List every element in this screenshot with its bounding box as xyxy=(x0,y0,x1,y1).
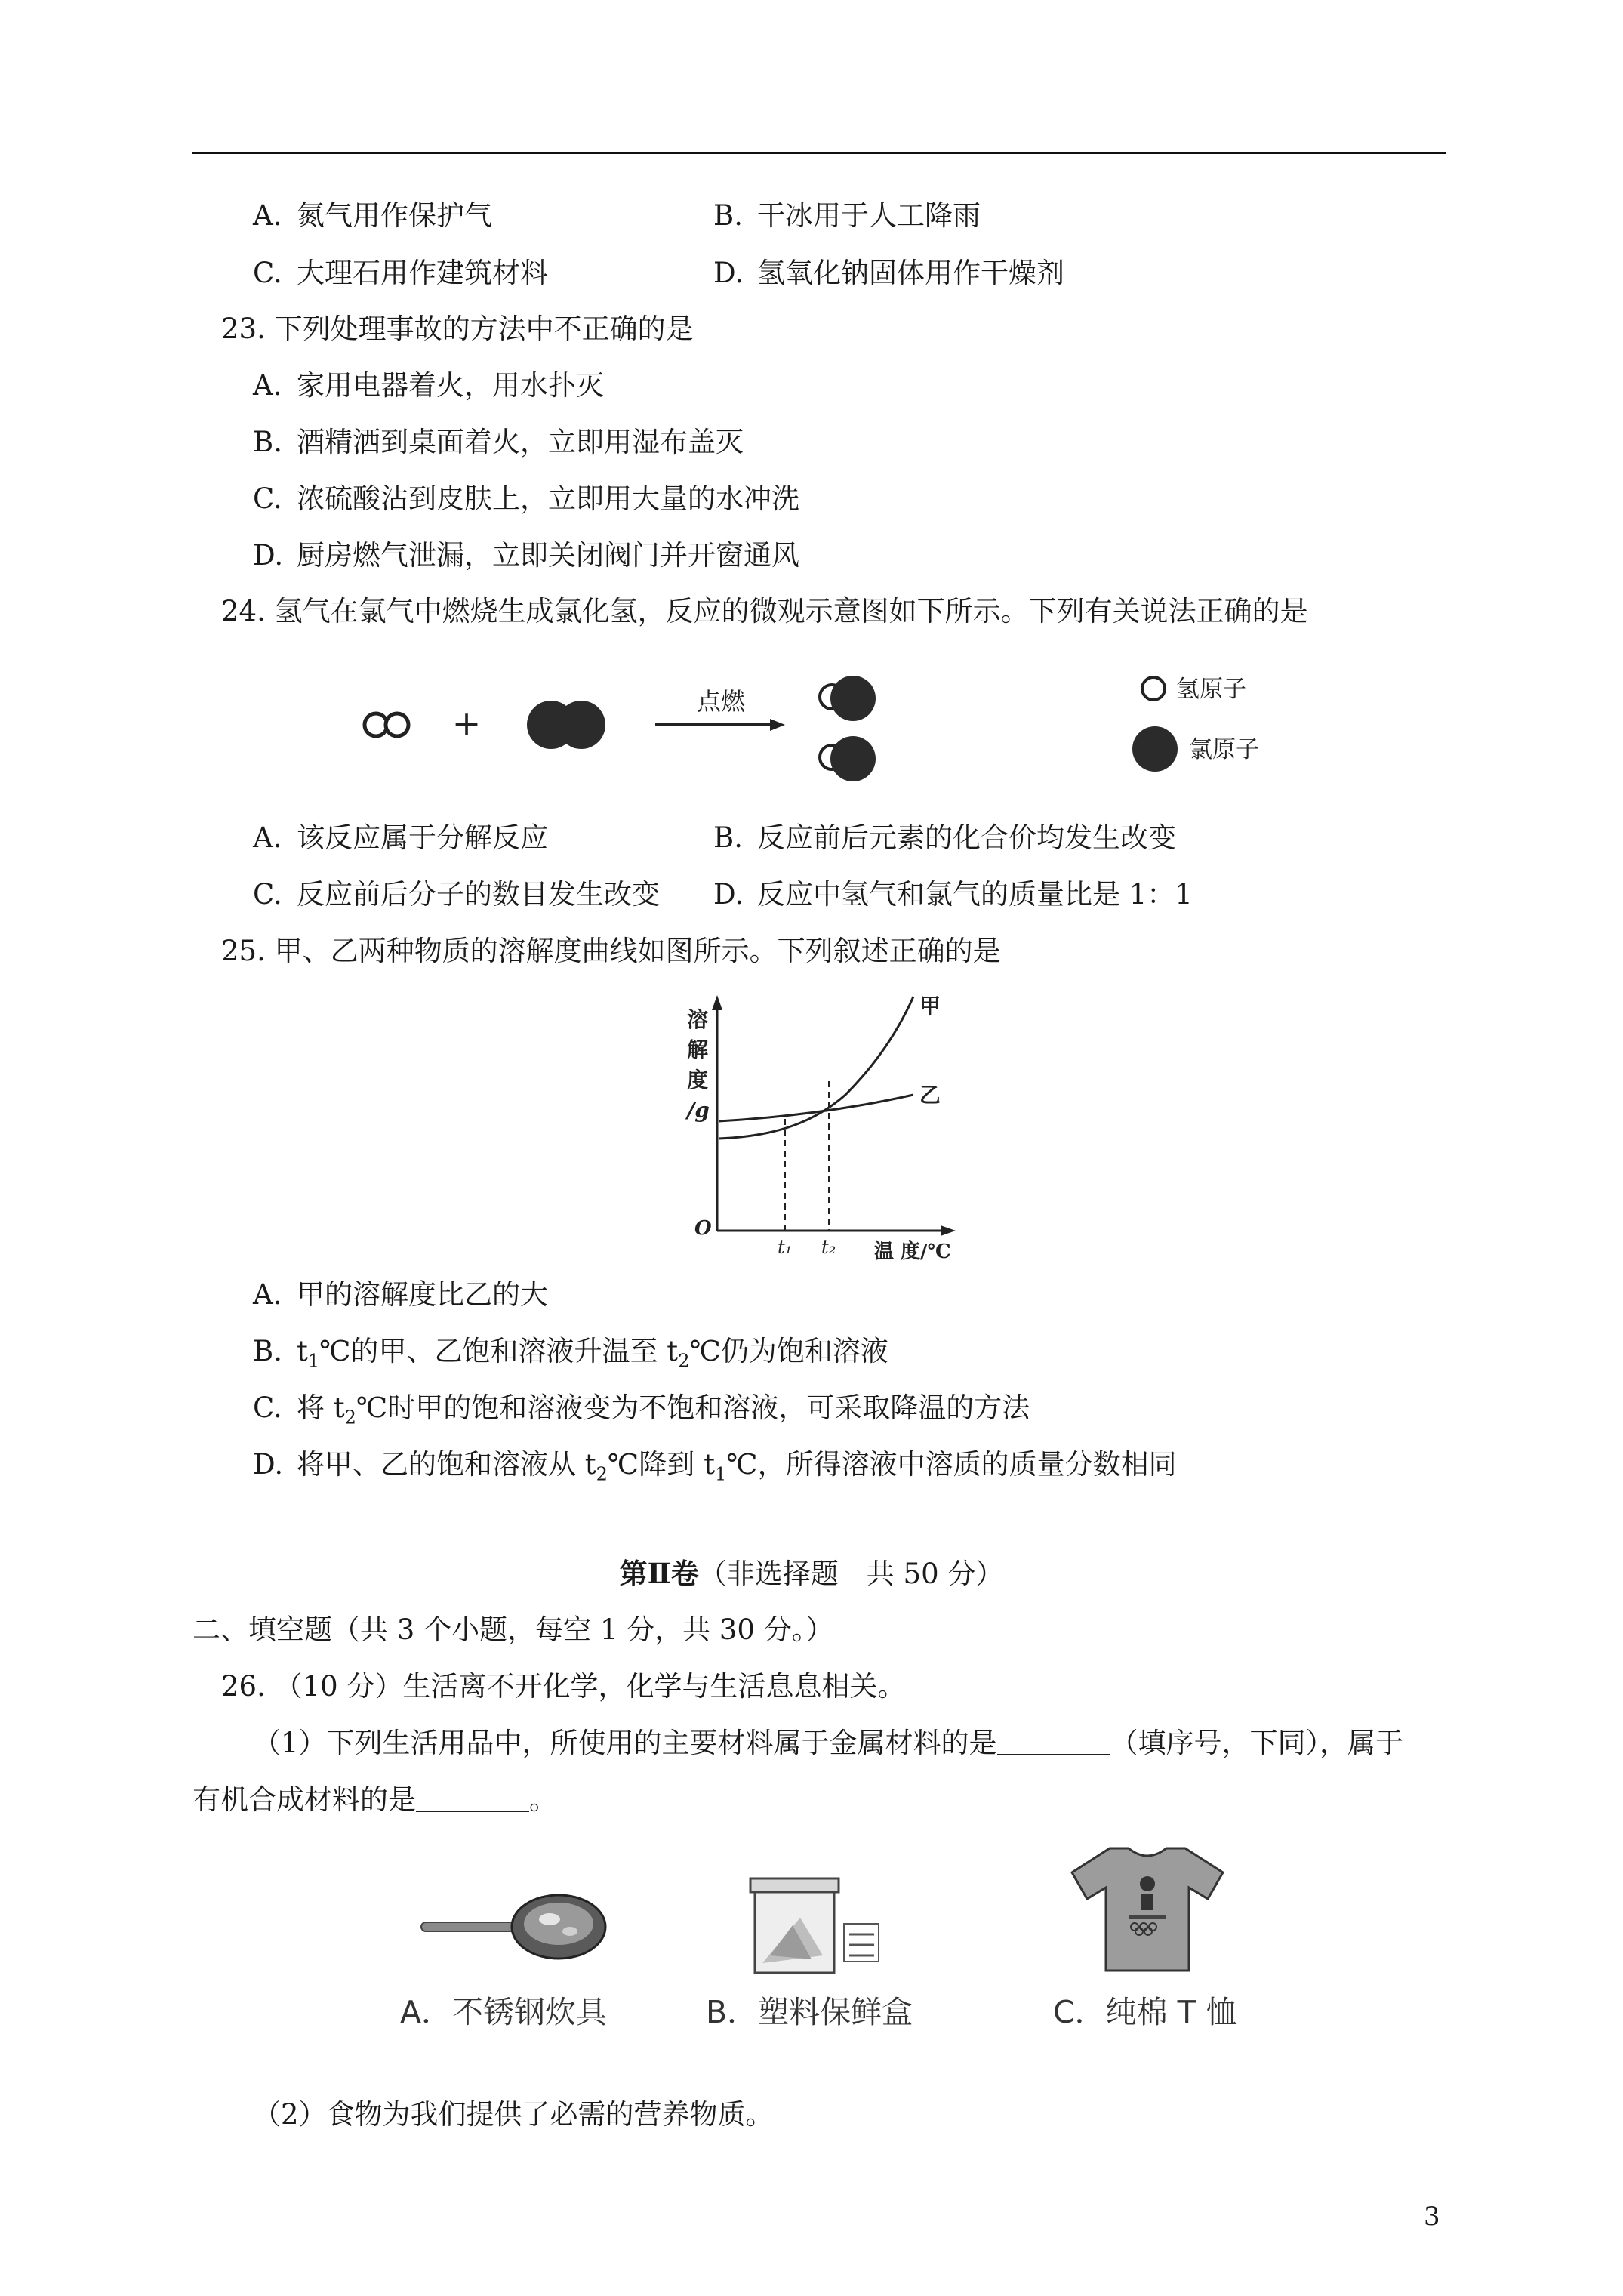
y-axis-arrow xyxy=(712,995,722,1010)
q24-option-c: C. 反应前后分子的数目发生改变 xyxy=(253,878,660,911)
q25-option-d: D. 将甲、乙的饱和溶液从 $t_2℃$降到 $t_1℃$，所得溶液中溶质的质量分数相同 xyxy=(253,1448,1177,1485)
q22-option-d: D. 氢氧化钠固体用作干燥剂 xyxy=(713,257,1064,289)
q26-sub1-line2: 有机合成材料的是 。 xyxy=(192,1783,557,1816)
hydrogen-molecule xyxy=(365,713,408,736)
q25-option-c: C. 将 $t_2℃$时甲的饱和溶液变为不饱和溶液，可采取降温的方法 xyxy=(253,1391,1030,1428)
stainless-cookware-image xyxy=(415,1888,611,1971)
hcl-molecule-bottom xyxy=(820,736,876,781)
answer-blank-2 xyxy=(416,1785,529,1812)
solubility-graph xyxy=(664,989,966,1263)
cotton-tshirt-image xyxy=(1068,1842,1227,1974)
hcl-molecule-top xyxy=(820,676,876,721)
q24-option-b: B. 反应前后元素的化合价均发生改变 xyxy=(713,821,1176,854)
y-label-4: /g xyxy=(687,1098,710,1123)
q26-sub1-line1: （1）下列生活用品中，所使用的主要材料属于金属材料的是 （填序号，下同），属于 xyxy=(253,1727,1404,1759)
q24-option-d: D. 反应中氢气和氯气的质量比是 1：1 xyxy=(713,878,1193,911)
q24-option-a: A. 该反应属于分解反应 xyxy=(253,821,548,854)
q26-sub2: （2）食物为我们提供了必需的营养物质。 xyxy=(253,2098,774,2131)
q23-option-a: A. 家用电器着火，用水扑灭 xyxy=(253,369,604,402)
reaction-arrow-head xyxy=(770,719,785,731)
y-label-2: 解 xyxy=(687,1037,709,1062)
section-title: 第Ⅱ卷（非选择题 共 50 分） xyxy=(619,1557,1004,1590)
q23-option-b: B. 酒精洒到桌面着火，立即用湿布盖灭 xyxy=(253,426,744,458)
q24-stem: 24. 氢气在氯气中燃烧生成氯化氢，反应的微观示意图如下所示。下列有关说法正确的是 xyxy=(221,595,1308,627)
series-yi-curve xyxy=(719,1095,913,1121)
q23-option-c: C. 浓硫酸沾到皮肤上，立即用大量的水冲洗 xyxy=(253,482,799,515)
q23-option-d: D. 厨房燃气泄漏，立即关闭阀门并开窗通风 xyxy=(253,539,799,572)
q22-option-c: C. 大理石用作建筑材料 xyxy=(253,257,548,289)
t2-label: t₂ xyxy=(821,1237,836,1258)
q25-option-b: B. $t_1℃$的甲、乙饱和溶液升温至 $t_2℃$仍为饱和溶液 xyxy=(253,1335,888,1372)
legend-chlorine-label: 氯原子 xyxy=(1189,736,1259,763)
answer-blank-1 xyxy=(997,1728,1110,1755)
q25-option-a: A. 甲的溶解度比乙的大 xyxy=(253,1278,548,1311)
legend-hydrogen-label: 氢原子 xyxy=(1176,676,1246,703)
x-axis-arrow xyxy=(941,1225,956,1236)
item-label-c: C．纯棉 T 恤 xyxy=(1053,1994,1237,2030)
y-label-1: 溶 xyxy=(687,1007,709,1032)
item-label-b: B．塑料保鲜盒 xyxy=(706,1994,913,2030)
t1-label: t₁ xyxy=(778,1237,793,1258)
series-yi-label: 乙 xyxy=(919,1083,941,1108)
series-jia-curve xyxy=(719,997,913,1139)
chlorine-molecule xyxy=(527,701,605,749)
legend-hydrogen-icon xyxy=(1142,677,1165,700)
plastic-container-image xyxy=(747,1872,891,1986)
q22-option-b: B. 干冰用于人工降雨 xyxy=(713,199,981,232)
y-label-3: 度 xyxy=(687,1068,709,1093)
page-number: 3 xyxy=(1424,2202,1440,2232)
origin-label: O xyxy=(694,1217,712,1240)
q22-option-a: A. 氮气用作保护气 xyxy=(253,199,492,232)
plus-sign: + xyxy=(451,703,482,744)
legend-chlorine-icon xyxy=(1132,726,1178,772)
part-heading: 二、填空题（共 3 个小题，每空 1 分，共 30 分。） xyxy=(192,1613,834,1646)
arrow-label: 点燃 xyxy=(696,687,746,716)
header-rule xyxy=(192,152,1446,154)
x-label: 温 度/℃ xyxy=(874,1240,951,1263)
q26-stem: 26. （10 分）生活离不开化学，化学与生活息息相关。 xyxy=(221,1670,906,1703)
q23-stem: 23. 下列处理事故的方法中不正确的是 xyxy=(221,313,694,345)
item-label-a: A．不锈钢炊具 xyxy=(400,1994,608,2030)
reaction-diagram xyxy=(340,657,1321,793)
series-jia-label: 甲 xyxy=(919,994,941,1019)
q25-stem: 25. 甲、乙两种物质的溶解度曲线如图所示。下列叙述正确的是 xyxy=(221,935,1001,967)
